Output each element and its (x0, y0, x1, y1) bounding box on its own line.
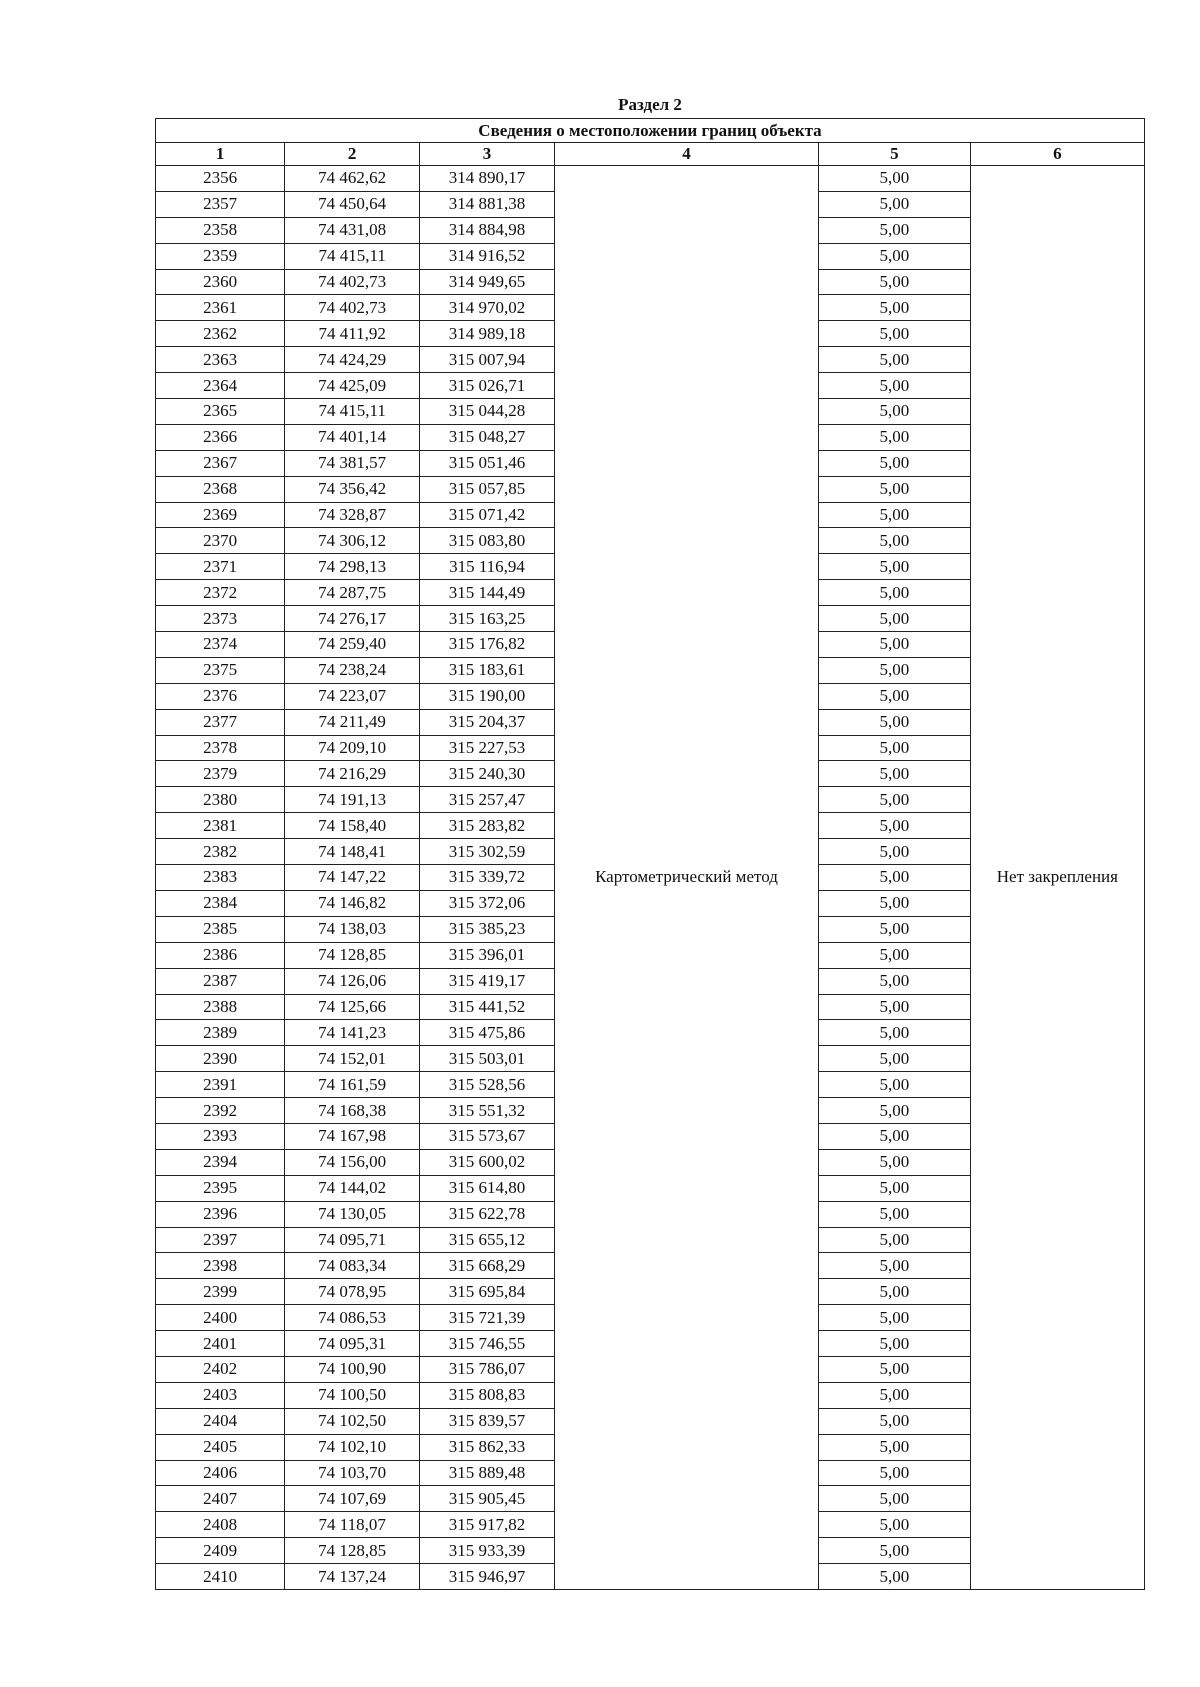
coordinate-y-cell: 315 057,85 (420, 476, 555, 502)
coordinate-x-cell: 74 141,23 (285, 1020, 420, 1046)
coordinate-x-cell: 74 107,69 (285, 1486, 420, 1512)
coordinate-x-cell: 74 161,59 (285, 1072, 420, 1098)
accuracy-cell: 5,00 (819, 1098, 971, 1124)
coordinate-x-cell: 74 381,57 (285, 450, 420, 476)
coordinate-y-cell: 315 083,80 (420, 528, 555, 554)
coordinate-y-cell: 315 889,48 (420, 1460, 555, 1486)
accuracy-cell: 5,00 (819, 761, 971, 787)
coordinate-x-cell: 74 147,22 (285, 865, 420, 891)
accuracy-cell: 5,00 (819, 554, 971, 580)
accuracy-cell: 5,00 (819, 1227, 971, 1253)
point-number-cell: 2385 (156, 916, 285, 942)
coordinate-y-cell: 315 668,29 (420, 1253, 555, 1279)
column-header-4: 4 (554, 143, 818, 166)
coordinate-x-cell: 74 078,95 (285, 1279, 420, 1305)
point-number-cell: 2404 (156, 1408, 285, 1434)
accuracy-cell: 5,00 (819, 813, 971, 839)
point-number-cell: 2410 (156, 1564, 285, 1590)
coordinate-x-cell: 74 415,11 (285, 399, 420, 425)
point-number-cell: 2386 (156, 942, 285, 968)
coordinate-x-cell: 74 462,62 (285, 166, 420, 192)
coordinate-x-cell: 74 102,10 (285, 1434, 420, 1460)
point-number-cell: 2387 (156, 968, 285, 994)
coordinate-x-cell: 74 103,70 (285, 1460, 420, 1486)
coordinate-y-cell: 315 283,82 (420, 813, 555, 839)
point-number-cell: 2394 (156, 1149, 285, 1175)
point-number-cell: 2362 (156, 321, 285, 347)
point-number-cell: 2380 (156, 787, 285, 813)
coordinate-y-cell: 315 163,25 (420, 606, 555, 632)
coordinate-y-cell: 315 116,94 (420, 554, 555, 580)
table-caption-row (156, 119, 1145, 143)
accuracy-cell: 5,00 (819, 1279, 971, 1305)
coordinate-y-cell: 315 655,12 (420, 1227, 555, 1253)
accuracy-cell: 5,00 (819, 890, 971, 916)
coordinate-x-cell: 74 100,90 (285, 1356, 420, 1382)
point-number-cell: 2392 (156, 1098, 285, 1124)
point-number-cell: 2369 (156, 502, 285, 528)
coordinate-x-cell: 74 211,49 (285, 709, 420, 735)
point-number-cell: 2375 (156, 657, 285, 683)
accuracy-cell: 5,00 (819, 373, 971, 399)
coordinate-y-cell: 315 385,23 (420, 916, 555, 942)
point-number-cell: 2403 (156, 1382, 285, 1408)
point-number-cell: 2405 (156, 1434, 285, 1460)
point-number-cell: 2397 (156, 1227, 285, 1253)
coordinate-y-cell: 315 933,39 (420, 1538, 555, 1564)
accuracy-cell: 5,00 (819, 1564, 971, 1590)
coordinate-y-cell: 315 372,06 (420, 890, 555, 916)
point-number-cell: 2382 (156, 839, 285, 865)
coordinate-x-cell: 74 083,34 (285, 1253, 420, 1279)
marking-description-cell: Нет закрепления (970, 166, 1144, 1590)
coordinate-y-cell: 315 695,84 (420, 1279, 555, 1305)
accuracy-cell: 5,00 (819, 450, 971, 476)
coordinate-x-cell: 74 167,98 (285, 1123, 420, 1149)
coordinate-x-cell: 74 276,17 (285, 606, 420, 632)
accuracy-cell: 5,00 (819, 1046, 971, 1072)
accuracy-cell: 5,00 (819, 1175, 971, 1201)
coordinate-y-cell: 315 396,01 (420, 942, 555, 968)
point-number-cell: 2396 (156, 1201, 285, 1227)
point-number-cell: 2399 (156, 1279, 285, 1305)
point-number-cell: 2406 (156, 1460, 285, 1486)
coordinate-y-cell: 315 339,72 (420, 865, 555, 891)
point-number-cell: 2357 (156, 191, 285, 217)
accuracy-cell: 5,00 (819, 476, 971, 502)
coordinate-x-cell: 74 356,42 (285, 476, 420, 502)
coordinate-y-cell: 315 183,61 (420, 657, 555, 683)
coordinate-x-cell: 74 158,40 (285, 813, 420, 839)
coordinate-y-cell: 315 573,67 (420, 1123, 555, 1149)
coordinate-x-cell: 74 402,73 (285, 269, 420, 295)
accuracy-cell: 5,00 (819, 916, 971, 942)
point-number-cell: 2358 (156, 217, 285, 243)
column-header-6: 6 (970, 143, 1144, 166)
coordinate-y-cell: 314 890,17 (420, 166, 555, 192)
accuracy-cell: 5,00 (819, 1149, 971, 1175)
accuracy-cell: 5,00 (819, 1460, 971, 1486)
point-number-cell: 2383 (156, 865, 285, 891)
accuracy-cell: 5,00 (819, 321, 971, 347)
accuracy-cell: 5,00 (819, 1201, 971, 1227)
point-number-cell: 2381 (156, 813, 285, 839)
coordinate-y-cell: 315 528,56 (420, 1072, 555, 1098)
coordinate-y-cell: 315 227,53 (420, 735, 555, 761)
coordinate-y-cell: 314 884,98 (420, 217, 555, 243)
coordinate-y-cell: 315 204,37 (420, 709, 555, 735)
coordinate-x-cell: 74 425,09 (285, 373, 420, 399)
point-number-cell: 2395 (156, 1175, 285, 1201)
point-number-cell: 2365 (156, 399, 285, 425)
coordinate-y-cell: 315 917,82 (420, 1512, 555, 1538)
point-number-cell: 2402 (156, 1356, 285, 1382)
coordinate-x-cell: 74 431,08 (285, 217, 420, 243)
coordinate-y-cell: 315 905,45 (420, 1486, 555, 1512)
coordinate-y-cell: 315 622,78 (420, 1201, 555, 1227)
accuracy-cell: 5,00 (819, 528, 971, 554)
method-cell: Картометрический метод (554, 166, 818, 1590)
coordinate-x-cell: 74 126,06 (285, 968, 420, 994)
point-number-cell: 2359 (156, 243, 285, 269)
accuracy-cell: 5,00 (819, 1512, 971, 1538)
coordinate-y-cell: 314 916,52 (420, 243, 555, 269)
accuracy-cell: 5,00 (819, 1382, 971, 1408)
coordinate-x-cell: 74 102,50 (285, 1408, 420, 1434)
coordinate-x-cell: 74 450,64 (285, 191, 420, 217)
point-number-cell: 2408 (156, 1512, 285, 1538)
coordinate-y-cell: 315 503,01 (420, 1046, 555, 1072)
coordinate-x-cell: 74 137,24 (285, 1564, 420, 1590)
table-caption: Сведения о местоположении границ объекта (156, 119, 1145, 143)
coordinate-y-cell: 315 044,28 (420, 399, 555, 425)
point-number-cell: 2393 (156, 1123, 285, 1149)
coordinate-x-cell: 74 118,07 (285, 1512, 420, 1538)
point-number-cell: 2364 (156, 373, 285, 399)
coordinate-x-cell: 74 191,13 (285, 787, 420, 813)
column-header-1: 1 (156, 143, 285, 166)
coordinate-y-cell: 315 419,17 (420, 968, 555, 994)
accuracy-cell: 5,00 (819, 1408, 971, 1434)
coordinate-y-cell: 314 970,02 (420, 295, 555, 321)
coordinate-x-cell: 74 156,00 (285, 1149, 420, 1175)
point-number-cell: 2378 (156, 735, 285, 761)
point-number-cell: 2363 (156, 347, 285, 373)
coordinate-y-cell: 315 240,30 (420, 761, 555, 787)
table-body (156, 166, 1145, 1590)
coordinate-y-cell: 315 190,00 (420, 683, 555, 709)
point-number-cell: 2366 (156, 424, 285, 450)
coordinate-y-cell: 315 176,82 (420, 632, 555, 658)
coordinate-x-cell: 74 415,11 (285, 243, 420, 269)
coordinate-y-cell: 315 302,59 (420, 839, 555, 865)
accuracy-cell: 5,00 (819, 606, 971, 632)
point-number-cell: 2400 (156, 1305, 285, 1331)
point-number-cell: 2376 (156, 683, 285, 709)
accuracy-cell: 5,00 (819, 580, 971, 606)
accuracy-cell: 5,00 (819, 399, 971, 425)
accuracy-cell: 5,00 (819, 1123, 971, 1149)
accuracy-cell: 5,00 (819, 347, 971, 373)
coordinate-x-cell: 74 144,02 (285, 1175, 420, 1201)
coordinate-x-cell: 74 402,73 (285, 295, 420, 321)
point-number-cell: 2360 (156, 269, 285, 295)
accuracy-cell: 5,00 (819, 166, 971, 192)
accuracy-cell: 5,00 (819, 1434, 971, 1460)
point-number-cell: 2373 (156, 606, 285, 632)
accuracy-cell: 5,00 (819, 787, 971, 813)
point-number-cell: 2377 (156, 709, 285, 735)
coordinate-x-cell: 74 424,29 (285, 347, 420, 373)
point-number-cell: 2371 (156, 554, 285, 580)
accuracy-cell: 5,00 (819, 1305, 971, 1331)
coordinate-x-cell: 74 223,07 (285, 683, 420, 709)
coordinate-y-cell: 315 808,83 (420, 1382, 555, 1408)
accuracy-cell: 5,00 (819, 502, 971, 528)
coordinate-x-cell: 74 209,10 (285, 735, 420, 761)
section-title: Раздел 2 (618, 95, 682, 114)
accuracy-cell: 5,00 (819, 1253, 971, 1279)
accuracy-cell: 5,00 (819, 1072, 971, 1098)
coordinate-y-cell: 315 257,47 (420, 787, 555, 813)
coordinate-x-cell: 74 328,87 (285, 502, 420, 528)
coordinate-x-cell: 74 287,75 (285, 580, 420, 606)
point-number-cell: 2368 (156, 476, 285, 502)
coordinate-x-cell: 74 086,53 (285, 1305, 420, 1331)
accuracy-cell: 5,00 (819, 1331, 971, 1357)
column-header-5: 5 (819, 143, 971, 166)
coordinate-y-cell: 315 746,55 (420, 1331, 555, 1357)
accuracy-cell: 5,00 (819, 1020, 971, 1046)
accuracy-cell: 5,00 (819, 865, 971, 891)
accuracy-cell: 5,00 (819, 735, 971, 761)
coordinate-x-cell: 74 238,24 (285, 657, 420, 683)
point-number-cell: 2409 (156, 1538, 285, 1564)
accuracy-cell: 5,00 (819, 295, 971, 321)
coordinate-x-cell: 74 152,01 (285, 1046, 420, 1072)
coordinate-x-cell: 74 306,12 (285, 528, 420, 554)
point-number-cell: 2356 (156, 166, 285, 192)
accuracy-cell: 5,00 (819, 1486, 971, 1512)
coordinate-y-cell: 315 144,49 (420, 580, 555, 606)
accuracy-cell: 5,00 (819, 657, 971, 683)
coordinate-y-cell: 315 786,07 (420, 1356, 555, 1382)
coordinate-x-cell: 74 148,41 (285, 839, 420, 865)
point-number-cell: 2391 (156, 1072, 285, 1098)
coordinate-y-cell: 315 862,33 (420, 1434, 555, 1460)
point-number-cell: 2384 (156, 890, 285, 916)
accuracy-cell: 5,00 (819, 942, 971, 968)
point-number-cell: 2398 (156, 1253, 285, 1279)
accuracy-cell: 5,00 (819, 839, 971, 865)
accuracy-cell: 5,00 (819, 424, 971, 450)
coordinate-y-cell: 315 071,42 (420, 502, 555, 528)
column-header-3: 3 (420, 143, 555, 166)
coordinate-x-cell: 74 130,05 (285, 1201, 420, 1227)
coordinate-x-cell: 74 216,29 (285, 761, 420, 787)
point-number-cell: 2401 (156, 1331, 285, 1357)
coordinate-x-cell: 74 095,71 (285, 1227, 420, 1253)
coordinate-y-cell: 315 026,71 (420, 373, 555, 399)
coordinate-y-cell: 315 007,94 (420, 347, 555, 373)
coordinate-y-cell: 315 051,46 (420, 450, 555, 476)
coordinate-x-cell: 74 095,31 (285, 1331, 420, 1357)
point-number-cell: 2367 (156, 450, 285, 476)
coordinate-y-cell: 315 441,52 (420, 994, 555, 1020)
coordinate-x-cell: 74 168,38 (285, 1098, 420, 1124)
coordinate-y-cell: 314 881,38 (420, 191, 555, 217)
accuracy-cell: 5,00 (819, 709, 971, 735)
coordinate-y-cell: 315 839,57 (420, 1408, 555, 1434)
coordinate-y-cell: 314 949,65 (420, 269, 555, 295)
boundary-coordinates-table (155, 118, 1145, 1590)
accuracy-cell: 5,00 (819, 1538, 971, 1564)
accuracy-cell: 5,00 (819, 243, 971, 269)
point-number-cell: 2388 (156, 994, 285, 1020)
coordinate-y-cell: 314 989,18 (420, 321, 555, 347)
coordinate-x-cell: 74 411,92 (285, 321, 420, 347)
accuracy-cell: 5,00 (819, 968, 971, 994)
point-number-cell: 2372 (156, 580, 285, 606)
accuracy-cell: 5,00 (819, 994, 971, 1020)
coordinate-x-cell: 74 125,66 (285, 994, 420, 1020)
coordinate-x-cell: 74 138,03 (285, 916, 420, 942)
coordinate-x-cell: 74 401,14 (285, 424, 420, 450)
coordinate-y-cell: 315 946,97 (420, 1564, 555, 1590)
coordinate-y-cell: 315 600,02 (420, 1149, 555, 1175)
column-number-row (156, 143, 1145, 166)
accuracy-cell: 5,00 (819, 632, 971, 658)
point-number-cell: 2361 (156, 295, 285, 321)
accuracy-cell: 5,00 (819, 217, 971, 243)
coordinate-x-cell: 74 100,50 (285, 1382, 420, 1408)
coordinate-x-cell: 74 146,82 (285, 890, 420, 916)
coordinate-y-cell: 315 614,80 (420, 1175, 555, 1201)
coordinate-y-cell: 315 475,86 (420, 1020, 555, 1046)
point-number-cell: 2374 (156, 632, 285, 658)
coordinate-y-cell: 315 721,39 (420, 1305, 555, 1331)
coordinate-y-cell: 315 551,32 (420, 1098, 555, 1124)
accuracy-cell: 5,00 (819, 191, 971, 217)
point-number-cell: 2389 (156, 1020, 285, 1046)
point-number-cell: 2407 (156, 1486, 285, 1512)
coordinate-x-cell: 74 128,85 (285, 942, 420, 968)
accuracy-cell: 5,00 (819, 1356, 971, 1382)
column-header-2: 2 (285, 143, 420, 166)
coordinate-y-cell: 315 048,27 (420, 424, 555, 450)
coordinate-x-cell: 74 128,85 (285, 1538, 420, 1564)
point-number-cell: 2390 (156, 1046, 285, 1072)
accuracy-cell: 5,00 (819, 269, 971, 295)
point-number-cell: 2379 (156, 761, 285, 787)
table-row (156, 166, 1145, 192)
accuracy-cell: 5,00 (819, 683, 971, 709)
coordinate-x-cell: 74 259,40 (285, 632, 420, 658)
coordinate-x-cell: 74 298,13 (285, 554, 420, 580)
point-number-cell: 2370 (156, 528, 285, 554)
